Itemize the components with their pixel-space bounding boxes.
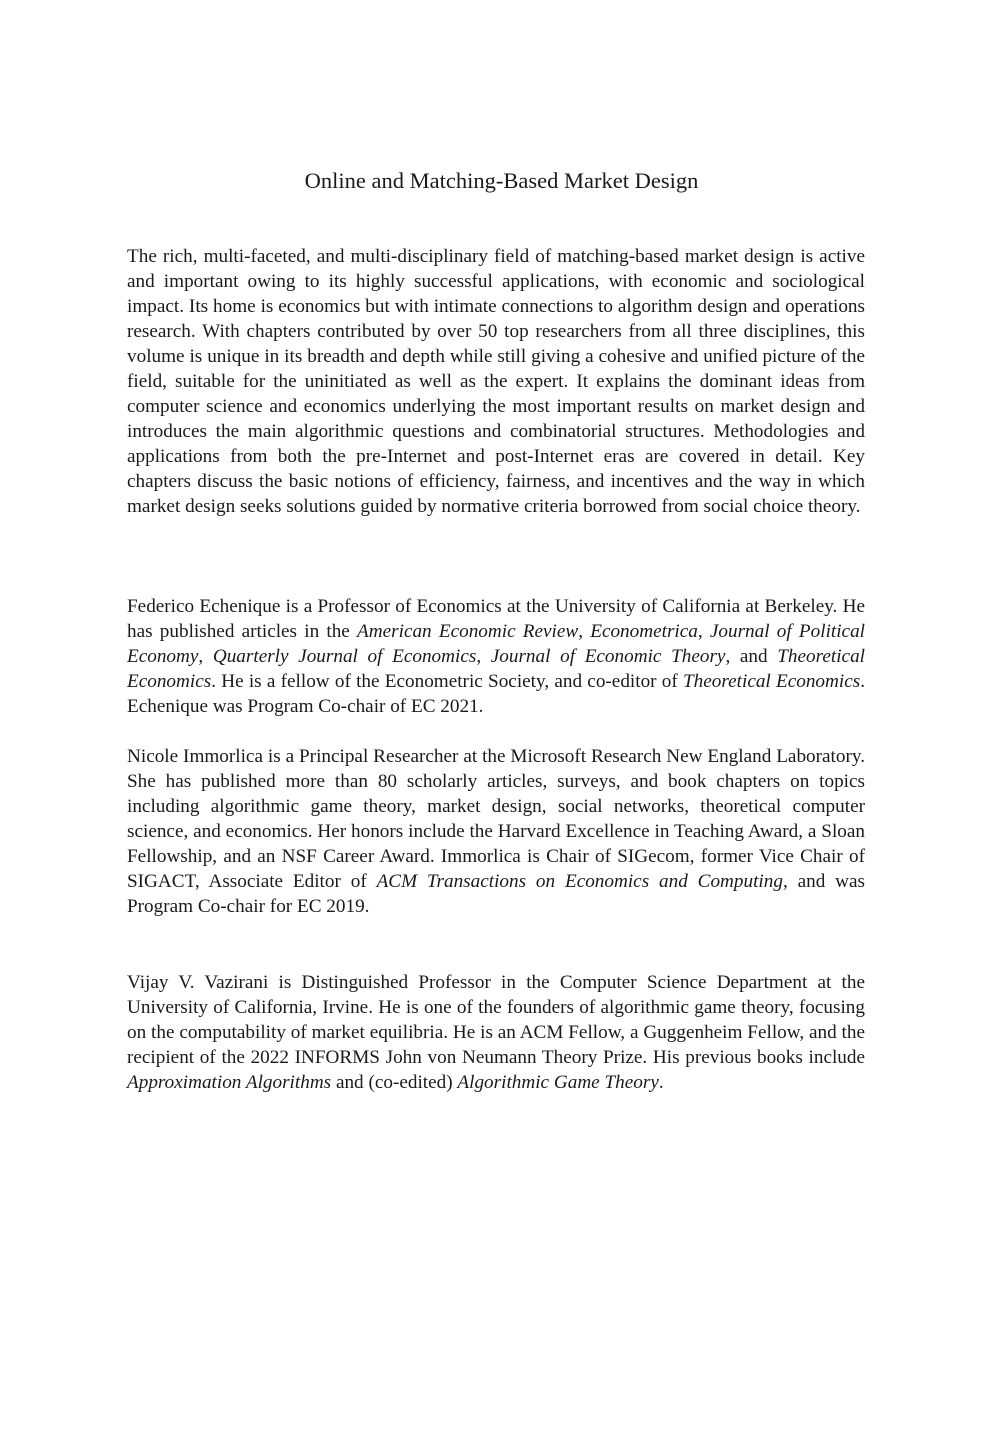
book-name: Algorithmic Game Theory: [457, 1072, 659, 1093]
bio-text: and (co-edited): [331, 1072, 458, 1093]
book-title: Online and Matching-Based Market Design: [304, 168, 699, 193]
journal-name: ACM Transactions on Economics and Computing: [376, 871, 783, 892]
book-name: Approximation Algorithms: [127, 1072, 332, 1093]
bio-text: ,: [697, 621, 710, 642]
bio-text: . Echenique was Program Co-chair of EC 2021.: [127, 671, 865, 717]
author-bio-echenique: [127, 594, 865, 719]
bio-text: Vijay V. Vazirani is Distinguished Professor in the Computer Science Department at the University of California, Irvine. He is one of the founders of algorithmic game theory, focusing on the computability of market equilibria. He is an ACM Fellow, a Guggenheim Fellow, and the recipient of the 2022 INFORMS John von Neumann Theory Prize. His previous books include: [127, 972, 865, 1068]
bio-text: Federico Echenique is a Professor of Economics at the University of California at Berkeley. He has published articles in the: [127, 596, 865, 642]
author-bio-immorlica: [127, 744, 865, 919]
bio-text: , and: [725, 646, 778, 667]
bio-text: ,: [198, 646, 213, 667]
journal-name: Theoretical Economics: [683, 671, 861, 692]
author-bio-vazirani: [127, 970, 865, 1095]
bio-text: ,: [476, 646, 491, 667]
journal-name: Quarterly Journal of Economics: [212, 646, 477, 667]
bio-text: .: [658, 1072, 664, 1093]
bio-text: , and was Program Co-chair for EC 2019.: [127, 871, 865, 917]
journal-name: Theoretical Economics: [127, 646, 865, 692]
bio-text: ,: [578, 621, 591, 642]
journal-name: Journal of Political Economy: [127, 621, 865, 667]
book-description: The rich, multi-faceted, and multi-disciplinary field of matching-based market design is active and important owing to its highly successful applications, with economic and sociological impact. Its home is economics but with intimate connections to algorithm design and operations research. With chapters contributed by over 50 top researchers from all three disciplines, this volume is unique in its breadth and depth while still giving a cohesive and unified picture of the field, suitable for the uninitiated as well as the expert. It explains the dominant ideas from computer science and economics underlying the most important results on market design and introduces the main algorithmic questions and combinatorial structures. Methodologies and applications from both the pre-Internet and post-Internet eras are covered in detail. Key chapters discuss the basic notions of efficiency, fairness, and incentives and the way in which market design seeks solutions guided by normative criteria borrowed from social choice theory.: [127, 246, 865, 517]
journal-name: American Economic Review: [357, 621, 579, 642]
journal-name: Journal of Economic Theory: [490, 646, 726, 667]
bio-text: . He is a fellow of the Econometric Society, and co-editor of: [211, 671, 684, 692]
bio-text: Nicole Immorlica is a Principal Researcher at the Microsoft Research New England Laboratory. She has published more than 80 scholarly articles, surveys, and book chapters on topics including algorithmic game theory, market design, social networks, theoretical computer science, and economics. Her honors include the Harvard Excellence in Teaching Award, a Sloan Fellowship, and an NSF Career Award. Immorlica is Chair of SIGecom, former Vice Chair of SIGACT, Associate Editor of: [127, 746, 865, 892]
journal-name: Econometrica: [590, 621, 698, 642]
